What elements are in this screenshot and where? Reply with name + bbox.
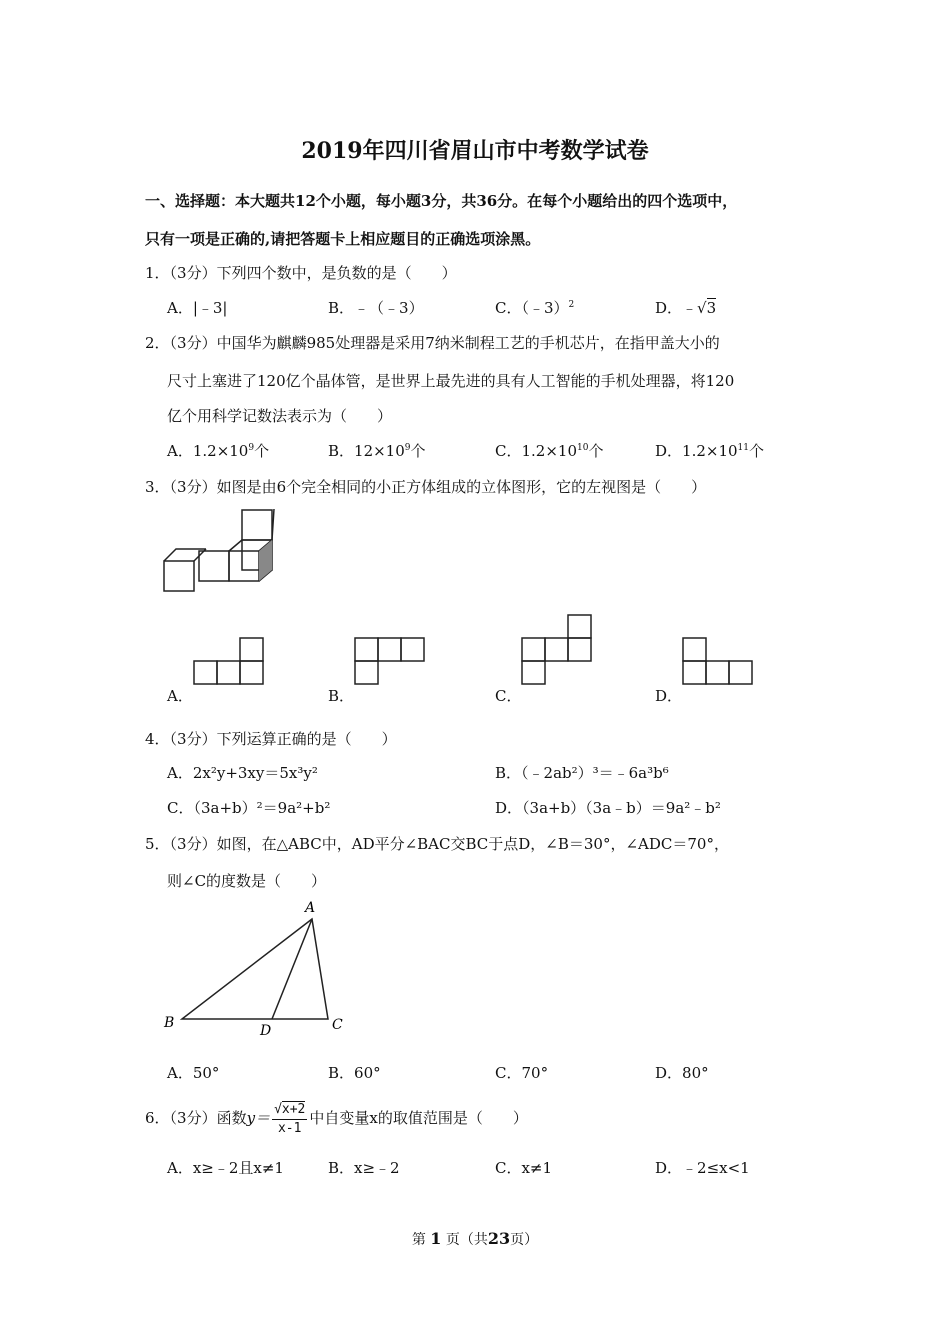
q6-option-d: D．﹣2≤x<1 [655, 1159, 750, 1177]
q6-option-b: B．x≥﹣2 [328, 1159, 400, 1177]
q1-option-d: D．﹣√3 [655, 299, 717, 317]
q5-line1: 5．（3分）如图，在△ABC中，AD平分∠BAC交BC于点D，∠B＝30°，∠ADC＝70°， [145, 835, 729, 853]
q3-option-d-figure [682, 637, 754, 685]
q6-option-c: C．x≠1 [495, 1159, 553, 1177]
q2-option-b: B．$12\times 10^9$个 [328, 442, 426, 460]
q3-option-b: B． [328, 687, 355, 705]
q3-option-b-figure [354, 637, 426, 685]
q4-option-a: A．2x²y+3xy＝5x³y² [167, 764, 318, 782]
q6-fraction: $\frac{√x+2}{x-1}$ [274, 1101, 306, 1136]
q5-label-c: C [332, 1017, 343, 1033]
q4-option-b: B．（﹣2ab²）³＝﹣6a³b⁶ [495, 764, 669, 782]
section-heading-line1: 一、选择题：本大题共12个小题，每小题3分，共36分。在每个小题给出的四个选项中， [145, 192, 738, 210]
page-title: 2019年四川省眉山市中考数学试卷 [301, 138, 649, 164]
q3-option-c-figure [521, 614, 593, 685]
page-footer: 第 1 页（共23页） [411, 1229, 539, 1248]
q2-line1: 2．（3分）中国华为麒麟985处理器是采用7纳米制程工艺的手机芯片，在指甲盖大小的 [145, 334, 720, 352]
q6-option-a: A．x≥﹣2且x≠1 [167, 1159, 284, 1177]
q5-option-b: B．60° [328, 1064, 381, 1082]
q2-line2: 尺寸上塞进了120亿个晶体管，是世界上最先进的具有人工智能的手机处理器，将120 [167, 372, 735, 390]
q5-option-c: C．70° [495, 1064, 549, 1082]
q1-option-c: C．（﹣3）$^2$ [495, 299, 575, 317]
q5-triangle-figure [160, 897, 350, 1039]
q6-stem: 6．（3分）函数y＝ $\frac{√x+2}{x-1}$ 中自变量x的取值范围是（ ） [145, 1101, 528, 1136]
q4-option-c: C．（3a+b）²＝9a²+b² [167, 799, 331, 817]
q2-option-d: D．$1.2\times 10^{11}$个 [655, 442, 765, 460]
q3-option-d: D． [655, 687, 683, 705]
q1-option-a: A．|﹣3| [167, 299, 228, 317]
q3-cube-figure [162, 505, 282, 595]
page-number: 1 [430, 1229, 442, 1248]
q3-stem: 3．（3分）如图是由6个完全相同的小正方体组成的立体图形，它的左视图是（ ） [145, 478, 707, 496]
q5-label-d: D [260, 1023, 272, 1039]
q5-label-a: A [305, 900, 316, 916]
q3-option-a: A． [167, 687, 193, 705]
q5-option-d: D．80° [655, 1064, 709, 1082]
q5-option-a: A．50° [167, 1064, 220, 1082]
q5-label-b: B [164, 1015, 175, 1031]
page-total: 23 [487, 1229, 511, 1248]
section-heading-line2: 只有一项是正确的,请把答题卡上相应题目的正确选项涂黑。 [145, 230, 541, 248]
q1-stem: 1．（3分）下列四个数中，是负数的是（ ） [145, 264, 457, 282]
q3-option-c: C． [495, 687, 522, 705]
q4-option-d: D．（3a+b）（3a﹣b）＝9a²﹣b² [495, 799, 721, 817]
q1-option-b: B．﹣（﹣3） [328, 299, 424, 317]
q4-stem: 4．（3分）下列运算正确的是（ ） [145, 730, 397, 748]
q2-option-a: A．$1.2\times 10^9$个 [167, 442, 270, 460]
q2-line3: 亿个用科学记数法表示为（ ） [167, 407, 393, 425]
q2-option-c: C．$1.2\times 10^{10}$个 [495, 442, 604, 460]
q5-line2: 则∠C的度数是（ ） [167, 872, 327, 890]
q3-option-a-figure [193, 637, 265, 685]
